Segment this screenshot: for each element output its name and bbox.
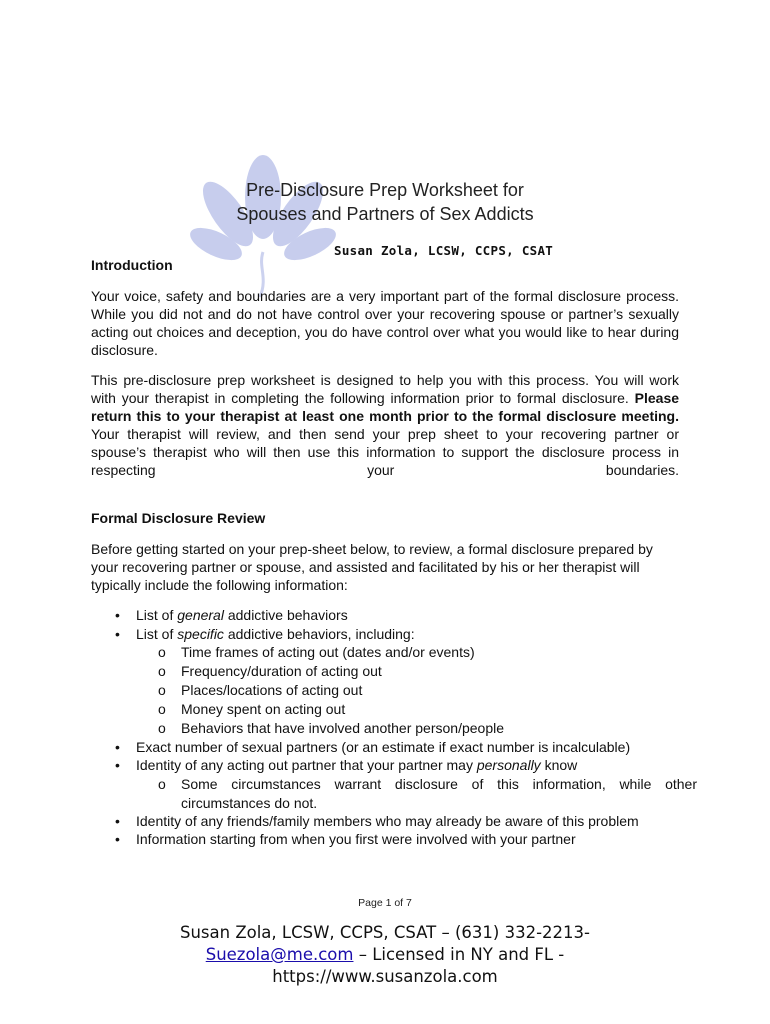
- review-paragraph: Before getting started on your prep-sheet below, to review, a formal disclosure prepared by your recovering partner or spouse, and assisted and facilitated by his or her therapist will typically include the following information:: [91, 541, 653, 593]
- bullet-number-partners: Exact number of sexual partners (or an estimate if exact number is incalculable): [136, 739, 631, 755]
- bullet-icon: •: [115, 831, 120, 847]
- footer-contact-line-2: [0, 944, 770, 966]
- bullet-icon: •: [115, 607, 120, 623]
- sub-bullet-icon: o: [158, 776, 166, 792]
- bullet-text: addictive behaviors, including:: [223, 626, 415, 642]
- page-number: Page 1 of 7: [358, 897, 412, 909]
- bullet-information-start: Information starting from when you first were involved with your partner: [136, 831, 576, 847]
- sub-bullet-icon: o: [158, 663, 166, 679]
- footer-contact-line-1: Susan Zola, LCSW, CCPS, CSAT – (631) 332-2213-: [179, 923, 590, 942]
- bullet-emphasis: personally: [476, 757, 541, 773]
- sub-bullet-frequency: Frequency/duration of acting out: [181, 663, 382, 679]
- license-text: – Licensed in NY and FL -: [353, 945, 565, 964]
- bullet-text: know: [540, 757, 578, 773]
- sub-bullet-behaviors-others: Behaviors that have involved another person/people: [181, 720, 504, 736]
- sub-bullet-places: Places/locations of acting out: [181, 682, 363, 698]
- document-title-line-1: Pre-Disclosure Prep Worksheet for: [246, 180, 524, 200]
- author-line: Susan Zola, LCSW, CCPS, CSAT: [334, 243, 554, 258]
- sub-bullet-icon: o: [158, 701, 166, 717]
- bullet-text: Identity of any acting out partner that your partner may: [136, 757, 477, 773]
- bullet-icon: •: [115, 739, 120, 755]
- bullet-specific-behaviors: [136, 625, 415, 643]
- introduction-heading: Introduction: [91, 257, 173, 273]
- formal-disclosure-review-heading: Formal Disclosure Review: [91, 510, 266, 526]
- bullet-emphasis: specific: [177, 626, 224, 642]
- footer-website: https://www.susanzola.com: [272, 967, 498, 986]
- bullet-friends-family: Identity of any friends/family members who may already be aware of this problem: [136, 813, 639, 829]
- sub-bullet-circumstances-line-2: circumstances do not.: [181, 795, 318, 811]
- bullet-icon: •: [115, 813, 120, 829]
- sub-bullet-icon: o: [158, 682, 166, 698]
- document-title-line-2: Spouses and Partners of Sex Addicts: [236, 204, 534, 224]
- sub-bullet-money: Money spent on acting out: [181, 701, 346, 717]
- bullet-general-behaviors: [136, 606, 348, 624]
- sub-bullet-icon: o: [158, 720, 166, 736]
- sub-bullet-icon: o: [158, 644, 166, 660]
- sub-bullet-time-frames: Time frames of acting out (dates and/or events): [181, 644, 475, 660]
- email-link[interactable]: Suezola@me.com: [205, 945, 354, 964]
- intro-p2-text-b: Your therapist will review, and then send your prep sheet to your recovering partner or spouse’s therapist who will then use this information to support the disclosure process in respecting your boundaries.: [91, 426, 679, 478]
- intro-paragraph-2: [91, 371, 679, 479]
- intro-p2-bold: Please return this to your therapist at least one month prior to the formal disclosure meeting.: [91, 390, 680, 424]
- bullet-emphasis: general: [177, 607, 224, 623]
- lotus-logo-icon: [188, 152, 338, 302]
- bullet-icon: •: [115, 757, 120, 773]
- bullet-text: List of: [136, 626, 178, 642]
- intro-paragraph-1: Your voice, safety and boundaries are a very important part of the formal disclosure process. While you did not and do not have control over your recovering spouse or partner’s sexually acting out choices and deception, you do have control over what you would like to hear during disclosure.: [91, 288, 679, 358]
- bullet-text: addictive behaviors: [223, 607, 348, 623]
- sub-bullet-circumstances-line-1: Some circumstances warrant disclosure of this information, while other: [181, 776, 697, 792]
- bullet-text: List of: [136, 607, 178, 623]
- bullet-icon: •: [115, 626, 120, 642]
- bullet-identity-partner: [136, 756, 577, 774]
- intro-p2-text-a: This pre-disclosure prep worksheet is designed to help you with this process. You will work with your therapist in completing the following information prior to formal disclosure.: [91, 372, 679, 406]
